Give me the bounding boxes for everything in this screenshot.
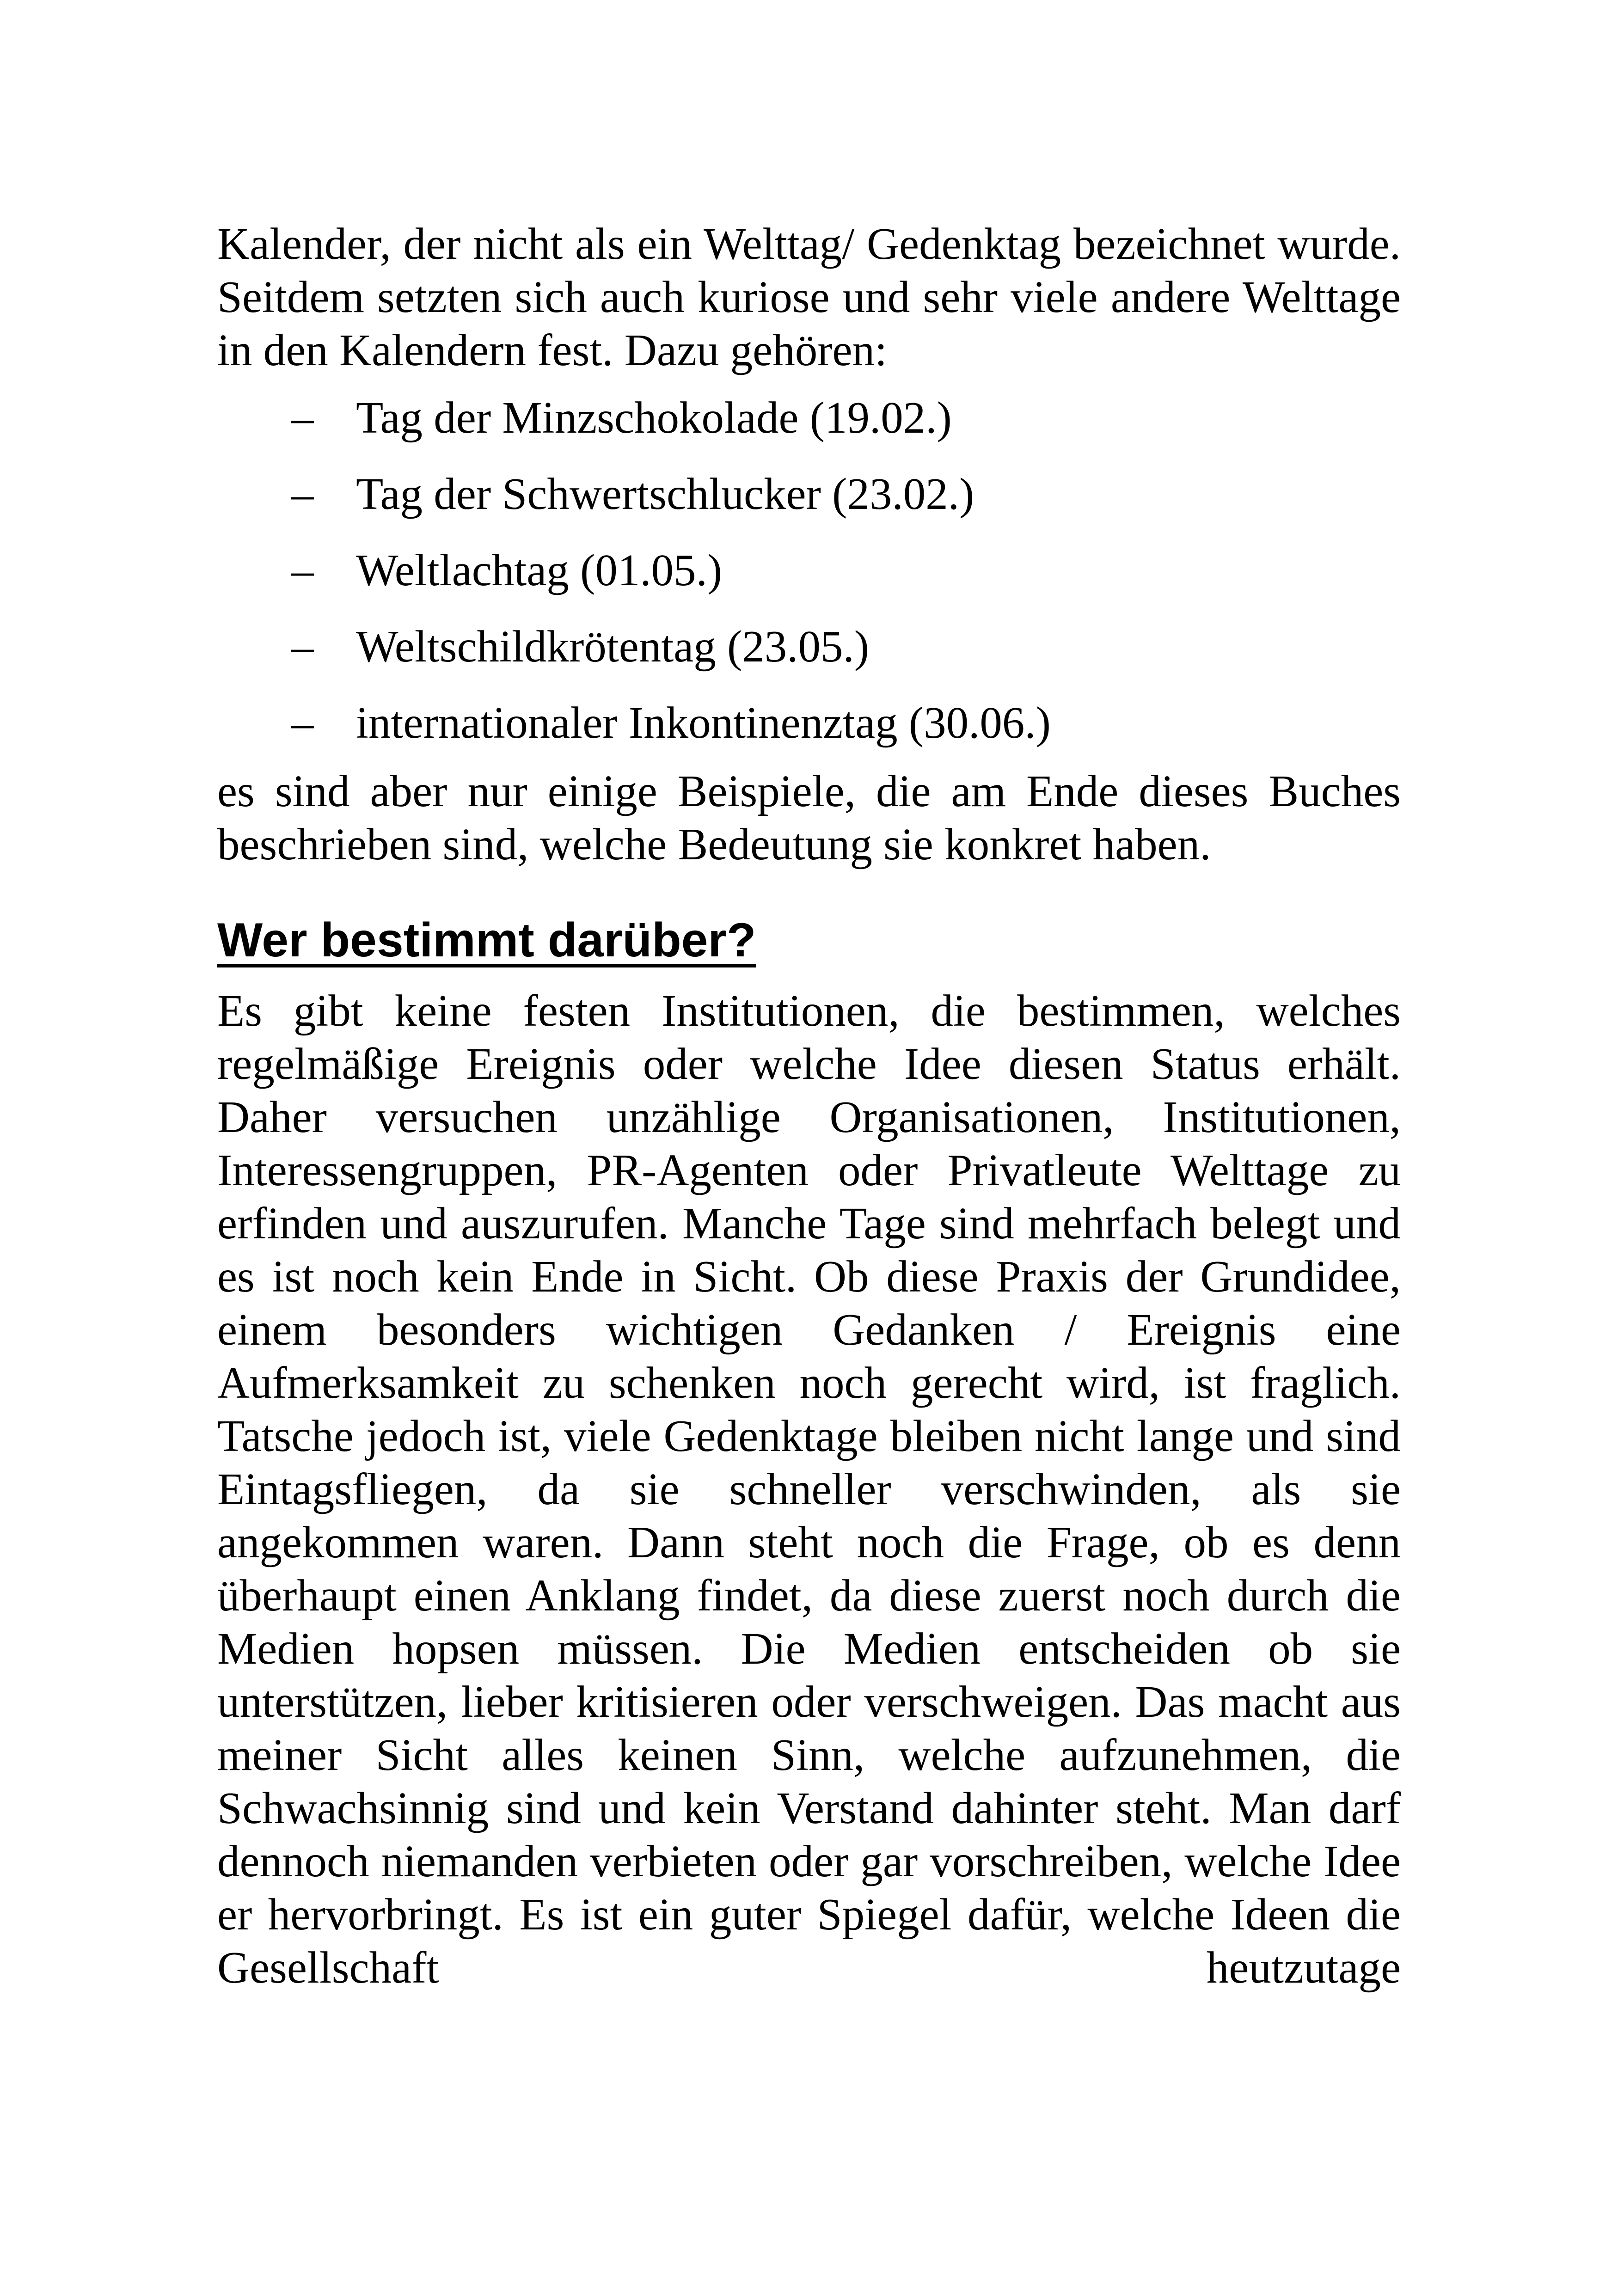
dash-bullet: – <box>291 393 314 442</box>
list-item <box>217 380 1401 456</box>
list-item <box>217 532 1401 608</box>
section-paragraph: Es gibt keine festen Institutionen, die bestimmen, welches regelmäßige Ereignis oder welche Idee diesen Status erhält. Daher versuchen unzählige Organisationen, Institutionen, Interessengruppen, PR-Agenten oder Privatleute Welttage zu erfinden und auszurufen. Manche Tage sind mehrfach belegt und es ist noch kein Ende in Sicht. Ob diese Praxis der Grundidee, einem besonders wichtigen Gedanken / Ereignis eine Aufmerksamkeit zu schenken noch gerecht wird, ist fraglich. Tatsche jedoch ist, viele Gedenktage bleiben nicht lange und sind Eintagsfliegen, da sie schneller verschwinden, als sie angekommen waren. Dann steht noch die Frage, ob es denn überhaupt einen Anklang findet, da diese zuerst noch durch die Medien hopsen müssen. Die Medien entscheiden ob sie unterstützen, lieber kritisieren oder verschweigen. Das macht aus meiner Sicht alles keinen Sinn, welche aufzunehmen, die Schwachsinnig sind und kein Verstand dahinter steht. Man darf dennoch niemanden verbieten oder gar vorschreiben, welche Idee er hervorbringt. Es ist ein guter Spiegel dafür, welche Ideen die Gesellschaft heutzutage <box>217 986 1401 1992</box>
list-item-text: Weltschildkrötentag (23.05.) <box>356 622 870 671</box>
welttage-list <box>217 380 1401 761</box>
dash-bullet: – <box>291 622 314 671</box>
list-item-text: Tag der Schwertschlucker (23.02.) <box>356 469 974 519</box>
list-item-text: Tag der Minzschokolade (19.02.) <box>356 393 952 442</box>
page-content <box>217 217 1401 1994</box>
section-heading: Wer bestimmt darüber? <box>217 913 756 967</box>
list-item-text: internationaler Inkontinenztag (30.06.) <box>356 698 1051 747</box>
dash-bullet: – <box>291 545 314 595</box>
dash-bullet: – <box>291 698 314 747</box>
list-item <box>217 685 1401 761</box>
list-item-text: Weltlachtag (01.05.) <box>356 545 723 595</box>
dash-bullet: – <box>291 469 314 519</box>
list-item <box>217 608 1401 685</box>
list-item <box>217 456 1401 532</box>
intro-paragraph: Kalender, der nicht als ein Welttag/ Gedenktag bezeichnet wurde. Seitdem setzten sich auch kuriose und sehr viele andere Welttage in den Kalendern fest. Dazu gehören: <box>217 219 1401 375</box>
after-list-paragraph: es sind aber nur einige Beispiele, die am Ende dieses Buches beschrieben sind, welche Bedeutung sie konkret haben. <box>217 766 1401 869</box>
